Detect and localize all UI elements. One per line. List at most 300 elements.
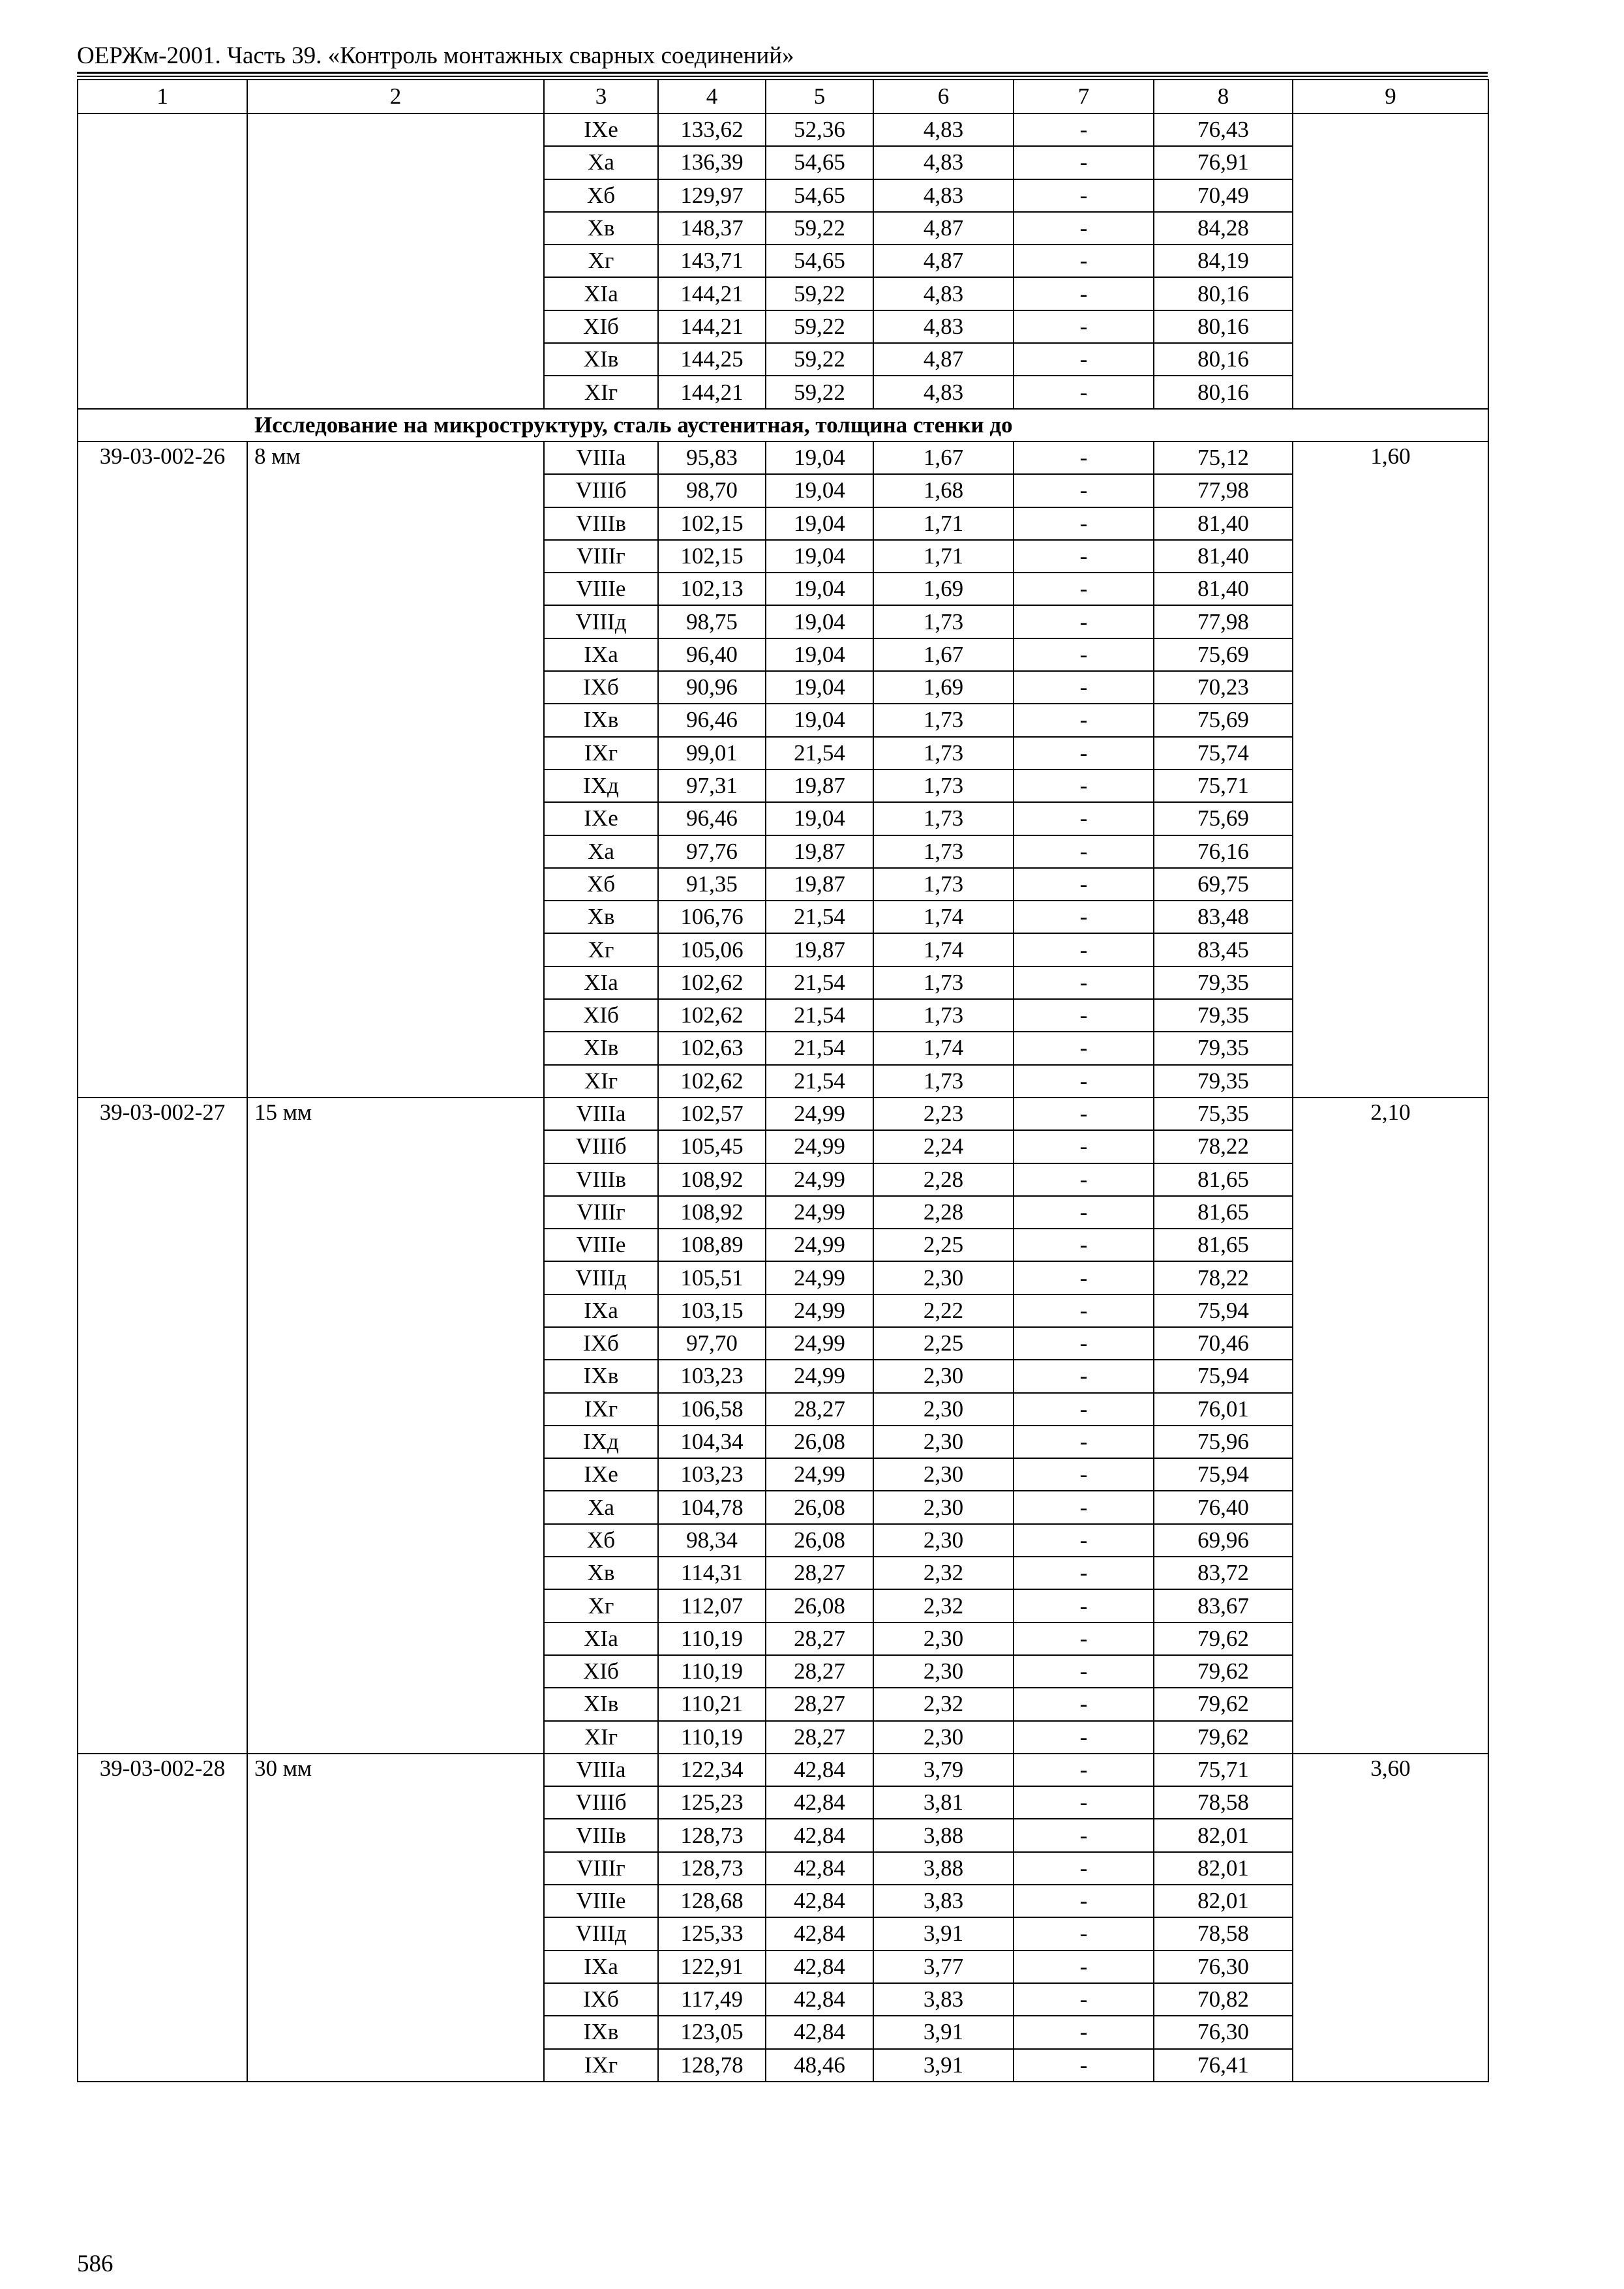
- table-cell: 98,70: [658, 474, 766, 507]
- table-cell: 144,21: [658, 277, 766, 310]
- table-cell: -: [1014, 1589, 1154, 1622]
- table-cell: 75,94: [1154, 1458, 1293, 1491]
- table-cell: 1,73: [873, 835, 1014, 868]
- table-cell: 84,19: [1154, 245, 1293, 277]
- table-cell: -: [1014, 671, 1154, 704]
- table-cell: -: [1014, 507, 1154, 540]
- table-cell: 52,36: [766, 113, 873, 146]
- table-cell: 19,87: [766, 835, 873, 868]
- table-body: [78, 80, 1488, 2082]
- table-cell: 2,30: [873, 1360, 1014, 1392]
- table-cell: -: [1014, 146, 1154, 179]
- table-cell: 110,19: [658, 1623, 766, 1655]
- table-cell: 2,25: [873, 1327, 1014, 1360]
- table-cell: -: [1014, 704, 1154, 736]
- table-cell: -: [1014, 1229, 1154, 1261]
- table-cell: -: [1014, 1786, 1154, 1819]
- table-cell: -: [1014, 1426, 1154, 1458]
- table-cell: -: [1014, 2016, 1154, 2048]
- table-cell: 21,54: [766, 1032, 873, 1064]
- table-cell: -: [1014, 1983, 1154, 2016]
- column-number: 8: [1154, 80, 1293, 113]
- table-row: [78, 1754, 1488, 1786]
- table-cell: VIIIе: [544, 1229, 658, 1261]
- table-cell: 76,30: [1154, 1951, 1293, 1983]
- table-cell: 26,08: [766, 1524, 873, 1557]
- table-cell: 54,65: [766, 245, 873, 277]
- column-number: 9: [1293, 80, 1488, 113]
- wall-thickness: 8 мм: [247, 441, 544, 1098]
- table-cell: 78,22: [1154, 1261, 1293, 1294]
- page-header: ОЕРЖм-2001. Часть 39. «Контроль монтажных сварных соединений»: [77, 42, 794, 69]
- table-cell: 96,46: [658, 802, 766, 835]
- table-cell: 103,15: [658, 1294, 766, 1327]
- table-cell: 102,62: [658, 999, 766, 1032]
- table-cell: 1,67: [873, 638, 1014, 671]
- table-cell: 79,35: [1154, 999, 1293, 1032]
- table-cell: 1,73: [873, 770, 1014, 802]
- table-cell: XIб: [544, 1655, 658, 1688]
- table-cell: Xа: [544, 1491, 658, 1523]
- table-cell: 1,73: [873, 605, 1014, 638]
- table-cell: 42,84: [766, 1786, 873, 1819]
- column-number: 1: [78, 80, 247, 113]
- table-cell: 28,27: [766, 1623, 873, 1655]
- table-cell: -: [1014, 573, 1154, 605]
- table-cell: 91,35: [658, 868, 766, 901]
- table-cell: 96,46: [658, 704, 766, 736]
- table-cell: 1,69: [873, 573, 1014, 605]
- col9-cell-empty: [1293, 113, 1488, 409]
- table-cell: 97,31: [658, 770, 766, 802]
- table-cell: XIб: [544, 999, 658, 1032]
- table-cell: 42,84: [766, 1885, 873, 1917]
- table-cell: 3,79: [873, 1754, 1014, 1786]
- rate-code: 39-03-002-27: [78, 1098, 247, 1754]
- table-cell: 59,22: [766, 277, 873, 310]
- table-cell: 81,65: [1154, 1163, 1293, 1196]
- table-cell: -: [1014, 2049, 1154, 2082]
- table-cell: 105,51: [658, 1261, 766, 1294]
- table-cell: Xг: [544, 1589, 658, 1622]
- table-cell: 28,27: [766, 1557, 873, 1589]
- table-cell: 54,65: [766, 179, 873, 212]
- table-cell: 76,01: [1154, 1393, 1293, 1426]
- table-cell: 4,83: [873, 277, 1014, 310]
- table-cell: 122,91: [658, 1951, 766, 1983]
- table-cell: 80,16: [1154, 343, 1293, 376]
- wall-thickness: 15 мм: [247, 1098, 544, 1754]
- table-cell: 1,74: [873, 901, 1014, 933]
- table-cell: IXе: [544, 113, 658, 146]
- table-cell: 42,84: [766, 1951, 873, 1983]
- table-cell: -: [1014, 1917, 1154, 1950]
- table-cell: 117,49: [658, 1983, 766, 2016]
- table-cell: 3,91: [873, 2049, 1014, 2082]
- table-cell: -: [1014, 245, 1154, 277]
- table-cell: 24,99: [766, 1229, 873, 1261]
- table-cell: VIIIа: [544, 1098, 658, 1130]
- table-cell: 81,40: [1154, 540, 1293, 573]
- table-cell: 78,58: [1154, 1917, 1293, 1950]
- table-cell: Xб: [544, 179, 658, 212]
- table-cell: IXв: [544, 704, 658, 736]
- table-cell: 1,73: [873, 704, 1014, 736]
- table-cell: -: [1014, 310, 1154, 343]
- table-cell: 75,94: [1154, 1294, 1293, 1327]
- table-cell: 1,73: [873, 966, 1014, 999]
- table-cell: 104,34: [658, 1426, 766, 1458]
- table-cell: 48,46: [766, 2049, 873, 2082]
- table-cell: 4,83: [873, 376, 1014, 408]
- table-cell: 24,99: [766, 1327, 873, 1360]
- table-cell: 75,71: [1154, 770, 1293, 802]
- table-cell: 2,22: [873, 1294, 1014, 1327]
- table-cell: 108,92: [658, 1196, 766, 1229]
- table-cell: 76,16: [1154, 835, 1293, 868]
- table-cell: 80,16: [1154, 376, 1293, 408]
- table-cell: 3,77: [873, 1951, 1014, 1983]
- table-cell: 81,40: [1154, 573, 1293, 605]
- col9-value: 1,60: [1293, 441, 1488, 1098]
- table-cell: -: [1014, 1458, 1154, 1491]
- table-cell: -: [1014, 179, 1154, 212]
- table-cell: 143,71: [658, 245, 766, 277]
- table-cell: IXв: [544, 2016, 658, 2048]
- table-cell: 114,31: [658, 1557, 766, 1589]
- table-cell: Xа: [544, 835, 658, 868]
- column-number: 3: [544, 80, 658, 113]
- table-cell: -: [1014, 770, 1154, 802]
- table-cell: Xв: [544, 901, 658, 933]
- table-cell: 144,25: [658, 343, 766, 376]
- rate-code: 39-03-002-28: [78, 1754, 247, 2082]
- column-number: 5: [766, 80, 873, 113]
- table-cell: 110,21: [658, 1688, 766, 1720]
- table-cell: 54,65: [766, 146, 873, 179]
- table-cell: 98,75: [658, 605, 766, 638]
- table-cell: -: [1014, 1360, 1154, 1392]
- table-cell: 2,32: [873, 1589, 1014, 1622]
- table-cell: -: [1014, 1393, 1154, 1426]
- table-cell: -: [1014, 1623, 1154, 1655]
- table-cell: 24,99: [766, 1098, 873, 1130]
- table-cell: 79,35: [1154, 966, 1293, 999]
- table-cell: XIа: [544, 966, 658, 999]
- table-cell: 1,73: [873, 999, 1014, 1032]
- table-cell: -: [1014, 605, 1154, 638]
- table-cell: 1,73: [873, 1065, 1014, 1098]
- table-cell: 83,48: [1154, 901, 1293, 933]
- table-cell: 83,45: [1154, 933, 1293, 966]
- table-cell: -: [1014, 212, 1154, 245]
- table-cell: VIIIг: [544, 1196, 658, 1229]
- table-cell: 70,82: [1154, 1983, 1293, 2016]
- table-cell: -: [1014, 1196, 1154, 1229]
- table-cell: 81,65: [1154, 1196, 1293, 1229]
- table-cell: IXг: [544, 2049, 658, 2082]
- table-cell: 28,27: [766, 1393, 873, 1426]
- page-number: 586: [77, 2251, 113, 2277]
- table-cell: Xб: [544, 1524, 658, 1557]
- table-cell: 2,24: [873, 1130, 1014, 1163]
- table-cell: 19,04: [766, 573, 873, 605]
- table-cell: 1,69: [873, 671, 1014, 704]
- column-number: 7: [1014, 80, 1154, 113]
- table-cell: VIIIд: [544, 605, 658, 638]
- table-cell: 148,37: [658, 212, 766, 245]
- rates-table: [77, 79, 1489, 2082]
- table-cell: -: [1014, 638, 1154, 671]
- table-cell: -: [1014, 1721, 1154, 1754]
- table-cell: 3,88: [873, 1852, 1014, 1885]
- table-cell: 83,72: [1154, 1557, 1293, 1589]
- table-cell: 69,75: [1154, 868, 1293, 901]
- table-cell: 24,99: [766, 1458, 873, 1491]
- table-cell: -: [1014, 1951, 1154, 1983]
- table-cell: 2,32: [873, 1557, 1014, 1589]
- table-cell: IXг: [544, 1393, 658, 1426]
- table-cell: 82,01: [1154, 1819, 1293, 1851]
- table-cell: 77,98: [1154, 474, 1293, 507]
- table-cell: VIIIа: [544, 1754, 658, 1786]
- column-number: 2: [247, 80, 544, 113]
- table-cell: 102,15: [658, 540, 766, 573]
- table-cell: VIIIв: [544, 507, 658, 540]
- header-rule-thin: [77, 76, 1488, 77]
- table-cell: -: [1014, 1491, 1154, 1523]
- table-cell: -: [1014, 343, 1154, 376]
- table-cell: 75,96: [1154, 1426, 1293, 1458]
- table-cell: 21,54: [766, 901, 873, 933]
- table-cell: 4,83: [873, 113, 1014, 146]
- table-cell: 1,73: [873, 802, 1014, 835]
- table-cell: 79,62: [1154, 1655, 1293, 1688]
- table-cell: 70,49: [1154, 179, 1293, 212]
- table-cell: 80,16: [1154, 277, 1293, 310]
- table-cell: 19,04: [766, 441, 873, 474]
- table-cell: 19,04: [766, 704, 873, 736]
- table-cell: 112,07: [658, 1589, 766, 1622]
- table-cell: 75,94: [1154, 1360, 1293, 1392]
- table-cell: 1,71: [873, 540, 1014, 573]
- table-cell: 128,68: [658, 1885, 766, 1917]
- table-row: [78, 113, 1488, 146]
- table-cell: XIв: [544, 1032, 658, 1064]
- table-cell: 129,97: [658, 179, 766, 212]
- table-cell: 3,91: [873, 2016, 1014, 2048]
- table-cell: IXа: [544, 1951, 658, 1983]
- table-cell: 98,34: [658, 1524, 766, 1557]
- table-cell: -: [1014, 868, 1154, 901]
- table-cell: 2,25: [873, 1229, 1014, 1261]
- table-cell: VIIIд: [544, 1261, 658, 1294]
- table-cell: IXа: [544, 638, 658, 671]
- table-cell: 102,63: [658, 1032, 766, 1064]
- table-cell: 1,73: [873, 868, 1014, 901]
- table-cell: 3,81: [873, 1786, 1014, 1819]
- table-cell: 59,22: [766, 310, 873, 343]
- table-cell: -: [1014, 933, 1154, 966]
- table-cell: IXг: [544, 737, 658, 770]
- table-cell: 123,05: [658, 2016, 766, 2048]
- table-cell: 2,30: [873, 1623, 1014, 1655]
- table-cell: 75,69: [1154, 802, 1293, 835]
- table-cell: 24,99: [766, 1261, 873, 1294]
- table-cell: -: [1014, 1557, 1154, 1589]
- table-cell: 19,04: [766, 638, 873, 671]
- table-cell: 108,89: [658, 1229, 766, 1261]
- table-cell: 80,16: [1154, 310, 1293, 343]
- table-cell: 81,65: [1154, 1229, 1293, 1261]
- table-cell: 103,23: [658, 1458, 766, 1491]
- table-cell: 75,69: [1154, 704, 1293, 736]
- table-cell: 105,06: [658, 933, 766, 966]
- table-row: [78, 1098, 1488, 1130]
- table-cell: 128,73: [658, 1852, 766, 1885]
- code-cell-empty: [78, 113, 247, 409]
- table-cell: XIа: [544, 277, 658, 310]
- col9-value: 2,10: [1293, 1098, 1488, 1754]
- table-cell: 99,01: [658, 737, 766, 770]
- table-cell: 96,40: [658, 638, 766, 671]
- table-cell: 4,87: [873, 343, 1014, 376]
- name-cell-empty: [247, 113, 544, 409]
- table-cell: 128,78: [658, 2049, 766, 2082]
- table-cell: -: [1014, 1065, 1154, 1098]
- table-cell: 79,62: [1154, 1623, 1293, 1655]
- table-cell: VIIIг: [544, 540, 658, 573]
- table-cell: -: [1014, 1688, 1154, 1720]
- table-cell: 42,84: [766, 1819, 873, 1851]
- table-cell: 2,23: [873, 1098, 1014, 1130]
- table-cell: -: [1014, 1655, 1154, 1688]
- table-cell: 110,19: [658, 1721, 766, 1754]
- table-cell: 3,83: [873, 1885, 1014, 1917]
- table-cell: 19,87: [766, 868, 873, 901]
- table-cell: 19,04: [766, 802, 873, 835]
- table-cell: 78,22: [1154, 1130, 1293, 1163]
- table-cell: 1,74: [873, 933, 1014, 966]
- table-cell: 83,67: [1154, 1589, 1293, 1622]
- table-cell: VIIIе: [544, 1885, 658, 1917]
- table-cell: 76,30: [1154, 2016, 1293, 2048]
- table-cell: -: [1014, 1819, 1154, 1851]
- table-cell: -: [1014, 966, 1154, 999]
- table-cell: 76,91: [1154, 146, 1293, 179]
- table-cell: -: [1014, 1885, 1154, 1917]
- table-cell: 19,04: [766, 671, 873, 704]
- table-cell: VIIIб: [544, 1786, 658, 1819]
- table-cell: Xа: [544, 146, 658, 179]
- table-cell: 3,88: [873, 1819, 1014, 1851]
- rate-code: 39-03-002-26: [78, 441, 247, 1098]
- table-cell: -: [1014, 1163, 1154, 1196]
- table-cell: -: [1014, 901, 1154, 933]
- table-cell: 19,04: [766, 540, 873, 573]
- table-cell: 28,27: [766, 1655, 873, 1688]
- table-cell: Xг: [544, 933, 658, 966]
- table-cell: 79,62: [1154, 1688, 1293, 1720]
- table-cell: 75,74: [1154, 737, 1293, 770]
- table-cell: 122,34: [658, 1754, 766, 1786]
- col9-value: 3,60: [1293, 1754, 1488, 2082]
- table-row: [78, 441, 1488, 474]
- table-cell: VIIIв: [544, 1819, 658, 1851]
- table-cell: 102,15: [658, 507, 766, 540]
- table-cell: VIIIе: [544, 573, 658, 605]
- table-cell: XIа: [544, 1623, 658, 1655]
- table-cell: VIIIг: [544, 1852, 658, 1885]
- table-cell: 2,30: [873, 1491, 1014, 1523]
- table-cell: 21,54: [766, 999, 873, 1032]
- table-cell: 2,32: [873, 1688, 1014, 1720]
- table-cell: IXд: [544, 770, 658, 802]
- table-cell: 1,73: [873, 737, 1014, 770]
- table-cell: -: [1014, 1032, 1154, 1064]
- table-cell: IXв: [544, 1360, 658, 1392]
- table-cell: 106,58: [658, 1393, 766, 1426]
- table-cell: 79,62: [1154, 1721, 1293, 1754]
- table-cell: -: [1014, 376, 1154, 408]
- table-cell: 76,40: [1154, 1491, 1293, 1523]
- column-number-row: [78, 80, 1488, 113]
- table-cell: IXе: [544, 802, 658, 835]
- table-cell: -: [1014, 441, 1154, 474]
- table-cell: 75,71: [1154, 1754, 1293, 1786]
- table-cell: 75,35: [1154, 1098, 1293, 1130]
- table-cell: VIIIб: [544, 1130, 658, 1163]
- table-cell: 78,58: [1154, 1786, 1293, 1819]
- table-cell: 136,39: [658, 146, 766, 179]
- table-cell: 95,83: [658, 441, 766, 474]
- table-cell: XIв: [544, 343, 658, 376]
- table-cell: 26,08: [766, 1589, 873, 1622]
- table-cell: -: [1014, 1261, 1154, 1294]
- table-cell: 102,62: [658, 1065, 766, 1098]
- table-cell: 59,22: [766, 376, 873, 408]
- table-cell: -: [1014, 277, 1154, 310]
- table-cell: XIг: [544, 1721, 658, 1754]
- table-cell: 1,74: [873, 1032, 1014, 1064]
- table-cell: XIг: [544, 376, 658, 408]
- table-cell: Xб: [544, 868, 658, 901]
- section-title: Исследование на микроструктуру, сталь аустенитная, толщина стенки до: [78, 409, 1488, 441]
- table-cell: 19,04: [766, 474, 873, 507]
- table-cell: 19,04: [766, 507, 873, 540]
- table-cell: 19,87: [766, 770, 873, 802]
- table-cell: 81,40: [1154, 507, 1293, 540]
- table-cell: -: [1014, 1524, 1154, 1557]
- table-cell: 102,57: [658, 1098, 766, 1130]
- table-cell: 4,87: [873, 245, 1014, 277]
- table-cell: 24,99: [766, 1360, 873, 1392]
- table-cell: 28,27: [766, 1721, 873, 1754]
- table-cell: 82,01: [1154, 1885, 1293, 1917]
- table-cell: VIIIд: [544, 1917, 658, 1950]
- table-cell: 144,21: [658, 310, 766, 343]
- table-cell: 3,91: [873, 1917, 1014, 1950]
- table-cell: 42,84: [766, 1852, 873, 1885]
- header-rule: [77, 72, 1488, 74]
- table-cell: 84,28: [1154, 212, 1293, 245]
- table-cell: IXе: [544, 1458, 658, 1491]
- table-cell: 144,21: [658, 376, 766, 408]
- table-cell: VIIIа: [544, 441, 658, 474]
- table-cell: 128,73: [658, 1819, 766, 1851]
- table-cell: Xв: [544, 212, 658, 245]
- table-cell: 24,99: [766, 1196, 873, 1229]
